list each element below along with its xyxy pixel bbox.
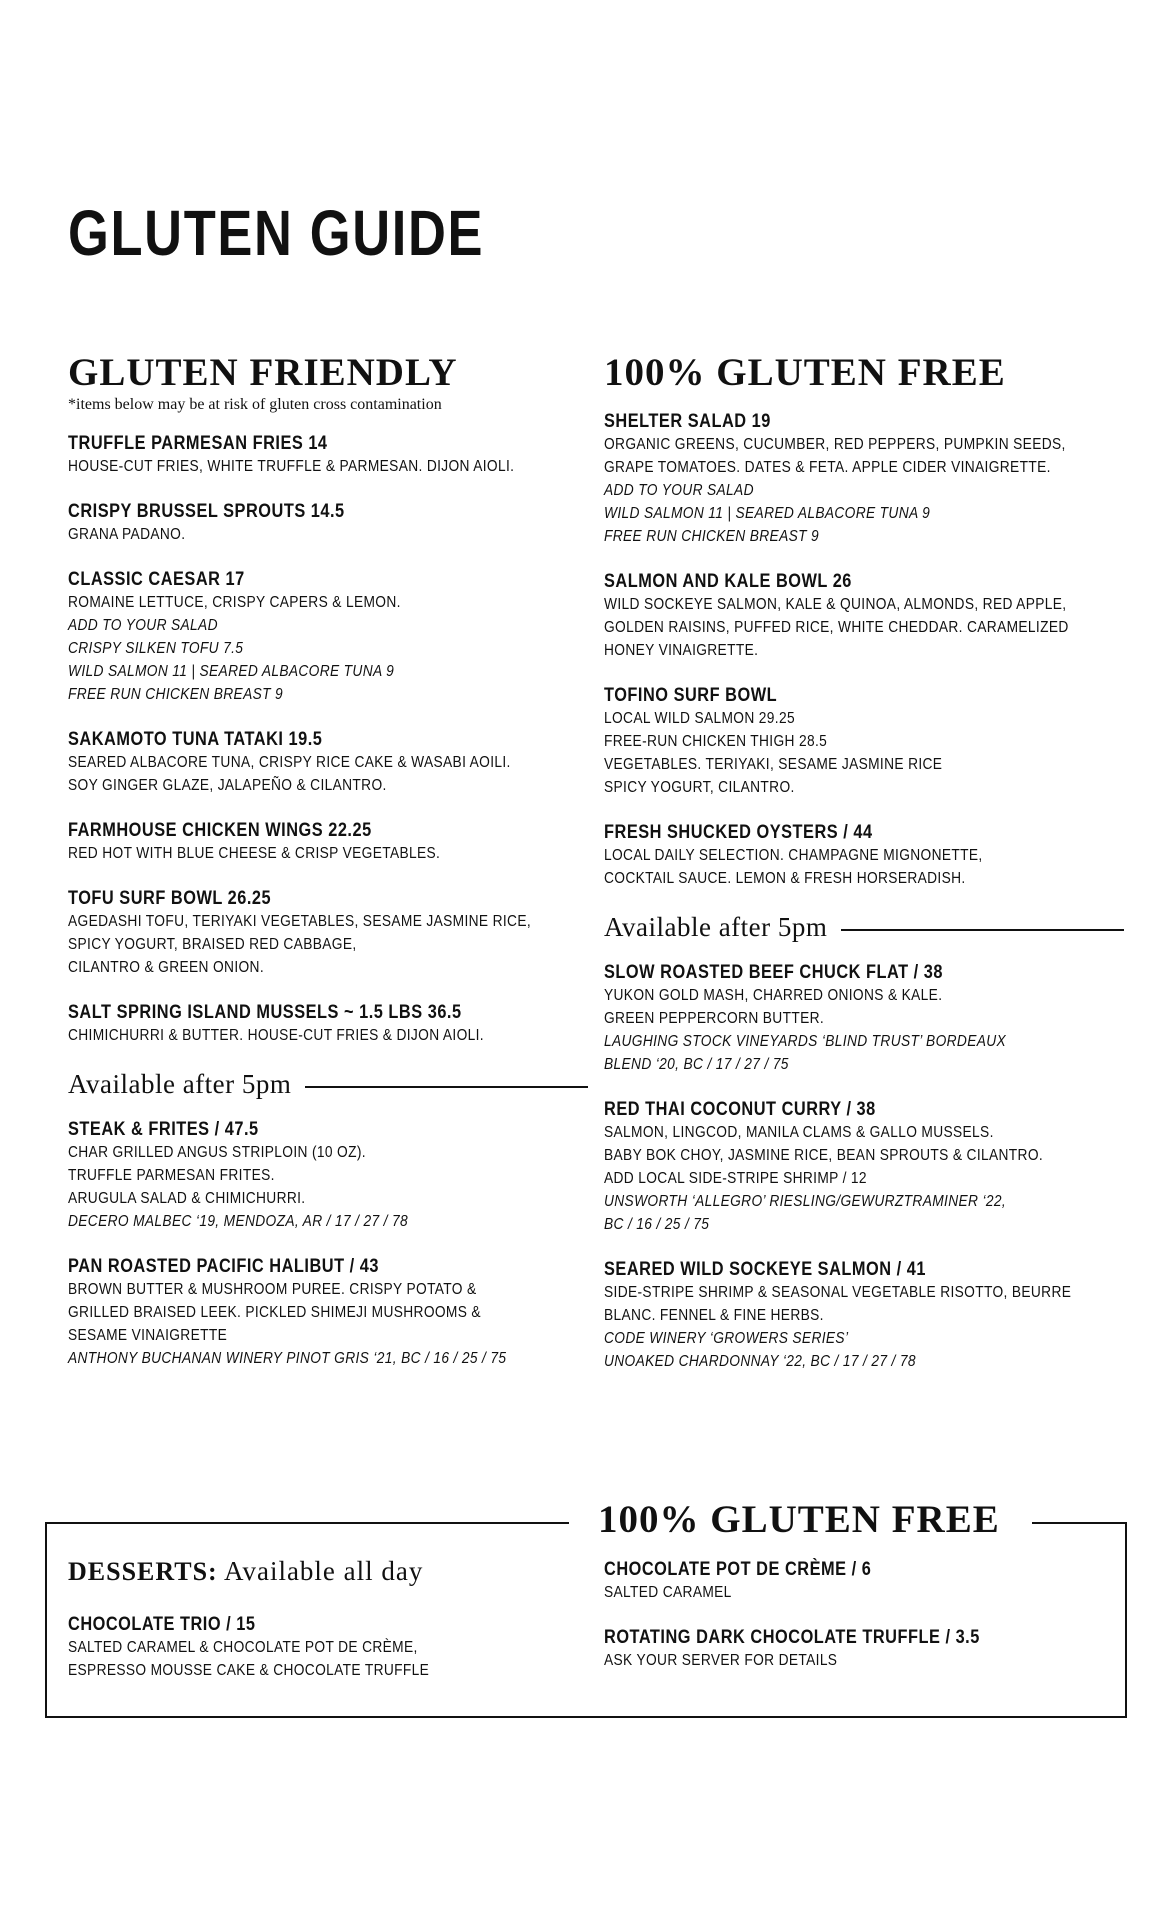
menu-item-addon: UNOAKED CHARDONNAY ‘22, BC / 17 / 27 / 78 [604, 1353, 916, 1370]
gluten-free-items [604, 410, 1124, 890]
menu-item-description: CILANTRO & GREEN ONION. [68, 959, 264, 976]
menu-item-description: CHAR GRILLED ANGUS STRIPLOIN (10 OZ). [68, 1144, 366, 1161]
divider-rule [305, 1086, 588, 1088]
menu-item-name: FRESH SHUCKED OYSTERS / 44 [604, 822, 873, 843]
menu-item-description: VEGETABLES. TERIYAKI, SESAME JASMINE RICE [604, 756, 943, 773]
menu-item [68, 568, 588, 706]
menu-item-description: GOLDEN RAISINS, PUFFED RICE, WHITE CHEDDAR. CARAMELIZED [604, 619, 1069, 636]
menu-item-addon: LAUGHING STOCK VINEYARDS ‘BLIND TRUST’ BORDEAUX [604, 1033, 1007, 1050]
menu-item-addon: CRISPY SILKEN TOFU 7.5 [68, 640, 244, 657]
menu-item [68, 1255, 588, 1370]
menu-item-name: ROTATING DARK CHOCOLATE TRUFFLE / 3.5 [604, 1627, 980, 1648]
dessert-items-right [604, 1558, 1104, 1672]
menu-item-description: GREEN PEPPERCORN BUTTER. [604, 1010, 825, 1027]
menu-item-description: WILD SOCKEYE SALMON, KALE & QUINOA, ALMONDS, RED APPLE, [604, 596, 1067, 613]
menu-item-name: SHELTER SALAD 19 [604, 411, 771, 432]
menu-item-description: ASK YOUR SERVER FOR DETAILS [604, 1652, 838, 1669]
menu-item-addon: ADD TO YOUR SALAD [68, 617, 218, 634]
menu-item-description: HONEY VINAIGRETTE. [604, 642, 759, 659]
menu-item-description: GRILLED BRAISED LEEK. PICKLED SHIMEJI MUSHROOMS & [68, 1304, 481, 1321]
after-5pm-divider-left [68, 1069, 588, 1100]
menu-item-description: HOUSE-CUT FRIES, WHITE TRUFFLE & PARMESAN. DIJON AIOLI. [68, 458, 515, 475]
menu-item [68, 1613, 568, 1682]
menu-item-description: BROWN BUTTER & MUSHROOM PUREE. CRISPY POTATO & [68, 1281, 477, 1298]
menu-item-addon: UNSWORTH ‘ALLEGRO’ RIESLING/GEWURZTRAMINER ‘22, [604, 1193, 1007, 1210]
menu-item [604, 821, 1124, 890]
menu-item-description: GRANA PADANO. [68, 526, 186, 543]
menu-item [604, 684, 1124, 799]
menu-item-description: ARUGULA SALAD & CHIMICHURRI. [68, 1190, 306, 1207]
menu-item-name: TOFU SURF BOWL 26.25 [68, 888, 272, 909]
menu-item-name: SALT SPRING ISLAND MUSSELS ~ 1.5 LBS 36.5 [68, 1002, 462, 1023]
menu-item-description: SOY GINGER GLAZE, JALAPEÑO & CILANTRO. [68, 777, 387, 794]
menu-item-name: PAN ROASTED PACIFIC HALIBUT / 43 [68, 1256, 379, 1277]
menu-item-description: SALTED CARAMEL & CHOCOLATE POT DE CRÈME, [68, 1639, 418, 1656]
desserts-heading-bold: DESSERTS: [68, 1557, 218, 1586]
menu-item-description: SIDE-STRIPE SHRIMP & SEASONAL VEGETABLE RISOTTO, BEURRE [604, 1284, 1072, 1301]
menu-item-addon: ADD TO YOUR SALAD [604, 482, 754, 499]
menu-item [604, 1258, 1124, 1373]
divider-rule [841, 929, 1124, 931]
menu-item-description: BABY BOK CHOY, JASMINE RICE, BEAN SPROUTS & CILANTRO. [604, 1147, 1044, 1164]
menu-item-description: SESAME VINAIGRETTE [68, 1327, 228, 1344]
menu-item [68, 1118, 588, 1233]
menu-item-description: LOCAL WILD SALMON 29.25 [604, 710, 795, 727]
menu-item [604, 410, 1124, 548]
menu-item [604, 961, 1124, 1076]
menu-item-description: SPICY YOGURT, BRAISED RED CABBAGE, [68, 936, 357, 953]
menu-item [68, 728, 588, 797]
menu-item-description: COCKTAIL SAUCE. LEMON & FRESH HORSERADISH. [604, 870, 966, 887]
menu-item [68, 1001, 588, 1047]
dessert-items-left [68, 1613, 568, 1682]
menu-item-name: SAKAMOTO TUNA TATAKI 19.5 [68, 729, 323, 750]
menu-item-description: FREE-RUN CHICKEN THIGH 28.5 [604, 733, 828, 750]
menu-item-description: AGEDASHI TOFU, TERIYAKI VEGETABLES, SESAME JASMINE RICE, [68, 913, 532, 930]
after-5pm-divider-right [604, 912, 1124, 943]
menu-item-description: ORGANIC GREENS, CUCUMBER, RED PEPPERS, PUMPKIN SEEDS, [604, 436, 1066, 453]
menu-item [604, 1098, 1124, 1236]
menu-item-name: CHOCOLATE TRIO / 15 [68, 1614, 256, 1635]
after-5pm-label: Available after 5pm [68, 1069, 292, 1099]
menu-item-addon: WILD SALMON 11 | SEARED ALBACORE TUNA 9 [68, 663, 395, 680]
menu-item-description: BLANC. FENNEL & FINE HERBS. [604, 1307, 824, 1324]
section-heading-gluten-free: 100% GLUTEN FREE [604, 351, 1006, 394]
menu-item [68, 887, 588, 979]
menu-item-description: ROMAINE LETTUCE, CRISPY CAPERS & LEMON. [68, 594, 401, 611]
menu-item-name: CRISPY BRUSSEL SPROUTS 14.5 [68, 501, 345, 522]
menu-item-description: LOCAL DAILY SELECTION. CHAMPAGNE MIGNONETTE, [604, 847, 983, 864]
gluten-free-column [604, 350, 1124, 1395]
menu-item-description: ESPRESSO MOUSSE CAKE & CHOCOLATE TRUFFLE [68, 1662, 430, 1679]
desserts-box-top-rule [1032, 1522, 1127, 1524]
gluten-friendly-items [68, 432, 588, 1047]
gluten-free-evening-items [604, 961, 1124, 1373]
menu-item-addon: CODE WINERY ‘GROWERS SERIES’ [604, 1330, 849, 1347]
gluten-friendly-column [68, 350, 588, 1392]
menu-item [604, 570, 1124, 662]
menu-item-addon: BLEND ‘20, BC / 17 / 27 / 75 [604, 1056, 789, 1073]
after-5pm-label: Available after 5pm [604, 912, 828, 942]
menu-item-description: GRAPE TOMATOES. DATES & FETA. APPLE CIDER VINAIGRETTE. [604, 459, 1051, 476]
desserts-right [604, 1558, 1104, 1694]
menu-item-description: SALTED CARAMEL [604, 1584, 732, 1601]
menu-item-description: YUKON GOLD MASH, CHARRED ONIONS & KALE. [604, 987, 943, 1004]
section-heading-gluten-friendly: GLUTEN FRIENDLY [68, 351, 458, 394]
desserts-gluten-free-heading: 100% GLUTEN FREE [598, 1498, 1000, 1541]
menu-item-addon: WILD SALMON 11 | SEARED ALBACORE TUNA 9 [604, 505, 931, 522]
menu-item-name: FARMHOUSE CHICKEN WINGS 22.25 [68, 820, 372, 841]
menu-item-name: TOFINO SURF BOWL [604, 685, 778, 706]
menu-item-addon: FREE RUN CHICKEN BREAST 9 [604, 528, 820, 545]
menu-item [604, 1558, 1104, 1604]
menu-item-name: CHOCOLATE POT DE CRÈME / 6 [604, 1559, 872, 1580]
menu-item-name: CLASSIC CAESAR 17 [68, 569, 245, 590]
menu-item-name: STEAK & FRITES / 47.5 [68, 1119, 259, 1140]
desserts-heading [68, 1556, 568, 1587]
desserts-left [68, 1556, 568, 1704]
menu-item-name: SLOW ROASTED BEEF CHUCK FLAT / 38 [604, 962, 944, 983]
gluten-friendly-evening-items [68, 1118, 588, 1370]
menu-item-addon: BC / 16 / 25 / 75 [604, 1216, 710, 1233]
menu-item [68, 432, 588, 478]
menu-item [68, 500, 588, 546]
menu-item-description: SEARED ALBACORE TUNA, CRISPY RICE CAKE & WASABI AOILI. [68, 754, 511, 771]
menu-item-description: RED HOT WITH BLUE CHEESE & CRISP VEGETABLES. [68, 845, 441, 862]
menu-item-description: CHIMICHURRI & BUTTER. HOUSE-CUT FRIES & DIJON AIOLI. [68, 1027, 484, 1044]
menu-item-name: RED THAI COCONUT CURRY / 38 [604, 1099, 876, 1120]
menu-item-description: SPICY YOGURT, CILANTRO. [604, 779, 795, 796]
desserts-heading-rest: Available all day [223, 1556, 424, 1586]
cross-contamination-note: *items below may be at risk of gluten cross contamination [68, 396, 442, 413]
menu-item-description: SALMON, LINGCOD, MANILA CLAMS & GALLO MUSSELS. [604, 1124, 994, 1141]
page-title: GLUTEN GUIDE [68, 197, 485, 269]
menu-item-addon: ANTHONY BUCHANAN WINERY PINOT GRIS ‘21, BC / 16 / 25 / 75 [68, 1350, 507, 1367]
menu-item-addon: DECERO MALBEC ‘19, MENDOZA, AR / 17 / 27 / 78 [68, 1213, 408, 1230]
menu-item [68, 819, 588, 865]
menu-item-name: SALMON AND KALE BOWL 26 [604, 571, 852, 592]
menu-item-name: TRUFFLE PARMESAN FRIES 14 [68, 433, 328, 454]
menu-item [604, 1626, 1104, 1672]
desserts-box-top-rule [45, 1522, 569, 1524]
menu-item-name: SEARED WILD SOCKEYE SALMON / 41 [604, 1259, 926, 1280]
menu-item-addon: FREE RUN CHICKEN BREAST 9 [68, 686, 284, 703]
menu-item-description: TRUFFLE PARMESAN FRITES. [68, 1167, 275, 1184]
menu-item-description: ADD LOCAL SIDE-STRIPE SHRIMP / 12 [604, 1170, 867, 1187]
